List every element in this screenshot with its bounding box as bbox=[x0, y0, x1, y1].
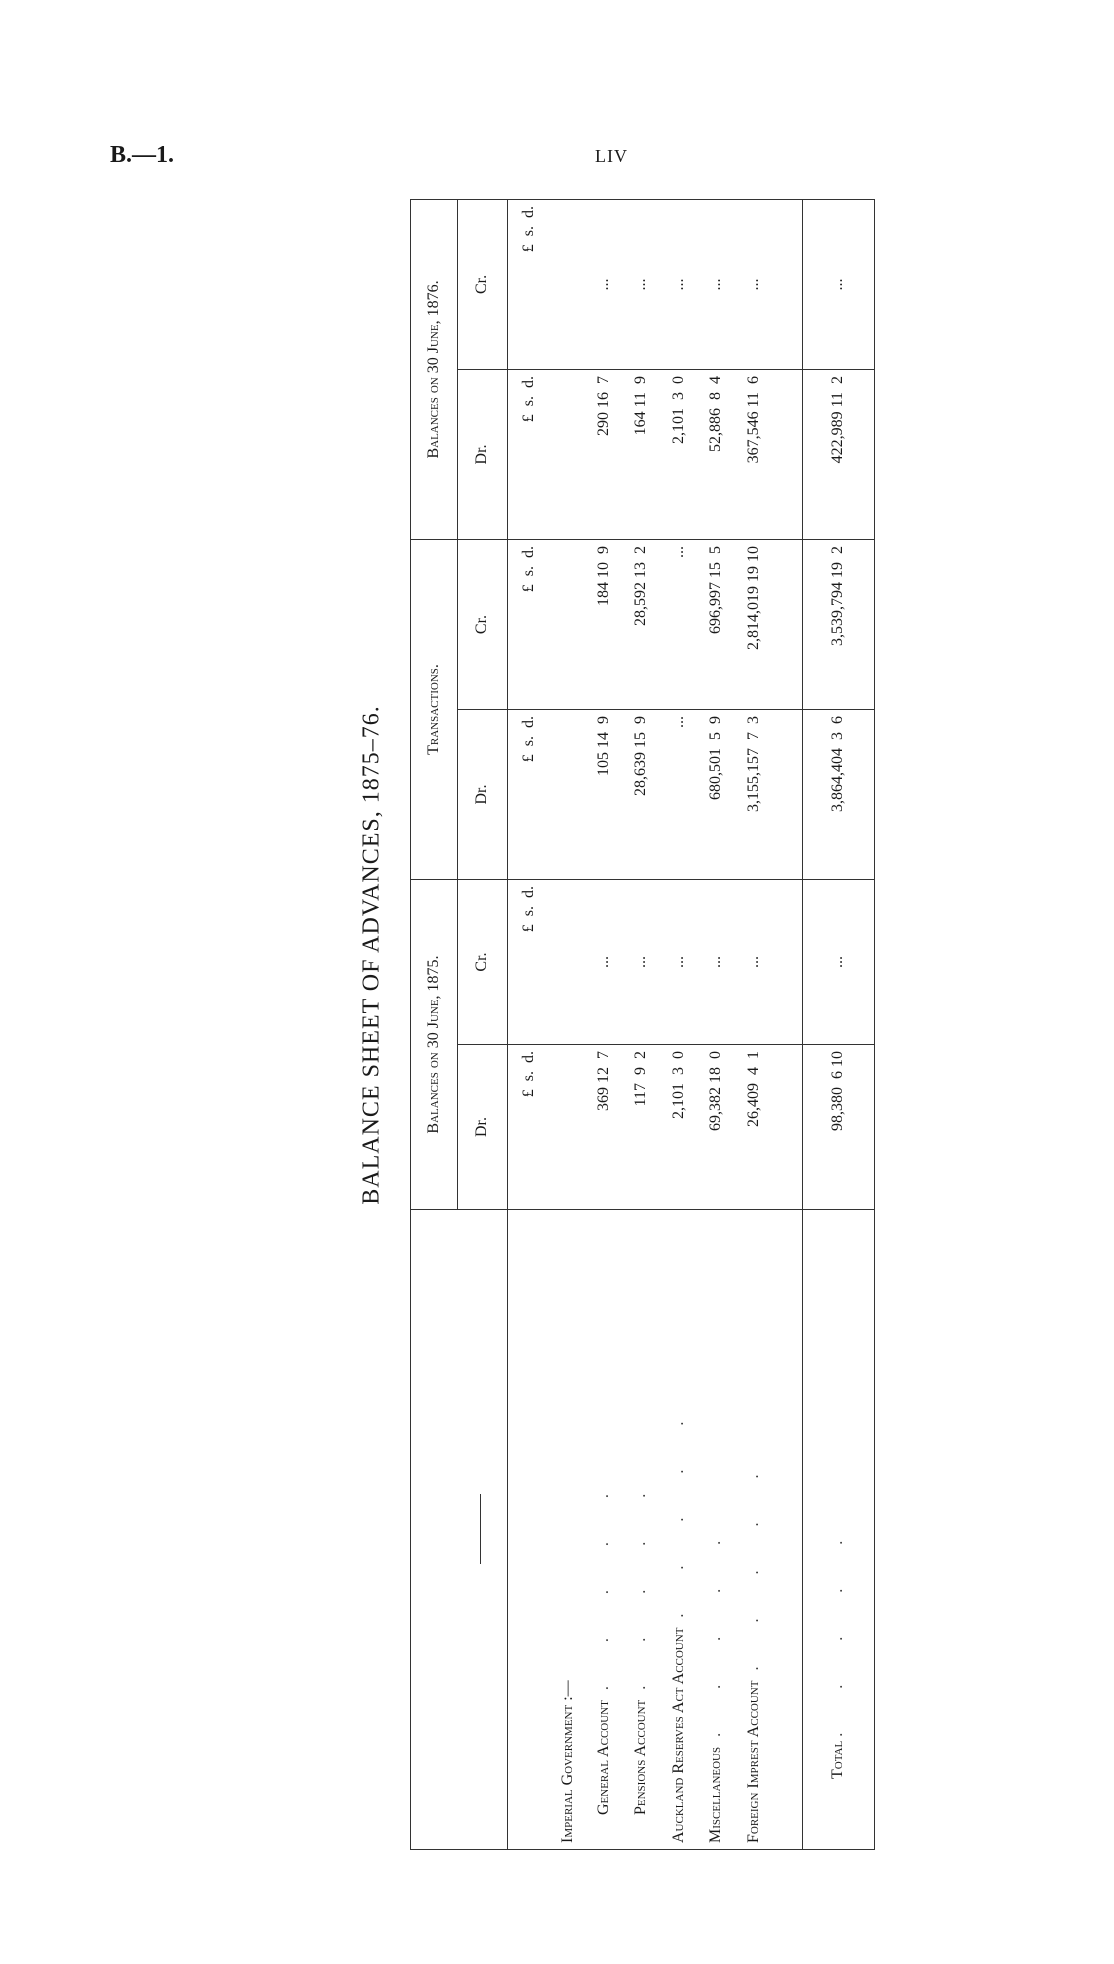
balance-table bbox=[410, 199, 875, 1850]
spacer-row bbox=[773, 199, 803, 1849]
total-cr-transactions: 3,539,794 19 2 bbox=[803, 539, 873, 709]
col-cr-1876: Cr. bbox=[457, 199, 508, 369]
cell-dr-transactions: 28,639 15 9 bbox=[622, 710, 660, 880]
cell-dr-1875: 369 12 7 bbox=[585, 1045, 623, 1210]
cell-cr-transactions: ... bbox=[660, 539, 698, 709]
cell-cr-1876: ... bbox=[622, 199, 660, 369]
row-leader: . . . . . bbox=[669, 1401, 687, 1618]
cell-dr-1876: 52,886 8 4 bbox=[697, 369, 735, 539]
units-dr-transactions: £ s. d. bbox=[508, 710, 551, 880]
total-dr-1876: 422,989 11 2 bbox=[803, 369, 873, 539]
cell-cr-1876: ... bbox=[585, 199, 623, 369]
units-dr-1876: £ s. d. bbox=[508, 369, 551, 539]
cell-dr-1876: 164 11 9 bbox=[622, 369, 660, 539]
cell-cr-1875: ... bbox=[622, 880, 660, 1045]
row-label-cell bbox=[660, 1210, 698, 1850]
cell-dr-transactions: 680,501 5 9 bbox=[697, 710, 735, 880]
row-leader: . . . . . bbox=[744, 1454, 762, 1671]
row-leader: . . . . . bbox=[632, 1473, 650, 1690]
total-label: Total bbox=[828, 1740, 846, 1779]
cell-cr-1876: ... bbox=[660, 199, 698, 369]
cell-dr-1875: 69,382 18 0 bbox=[697, 1045, 735, 1210]
cell-dr-1875: 26,409 4 1 bbox=[735, 1045, 773, 1210]
units-cr-transactions: £ s. d. bbox=[508, 539, 551, 709]
total-label-cell bbox=[803, 1210, 873, 1850]
col-dr-transactions: Dr. bbox=[457, 710, 508, 880]
row-label-cell bbox=[735, 1210, 773, 1850]
row-label-cell bbox=[697, 1210, 735, 1850]
page-title: BALANCE SHEET OF ADVANCES, 1875–76. bbox=[358, 705, 385, 1205]
cell-dr-1876: 2,101 3 0 bbox=[660, 369, 698, 539]
row-leader: . . . . . bbox=[594, 1474, 612, 1691]
table-row bbox=[660, 199, 698, 1849]
total-dr-1875: 98,380 6 10 bbox=[803, 1045, 873, 1210]
cell-cr-transactions: 28,592 13 2 bbox=[622, 539, 660, 709]
balance-table-rotated bbox=[410, 200, 875, 1850]
total-leader: . . . . . bbox=[828, 1520, 846, 1737]
row-label: Auckland Reserves Act Account bbox=[669, 1627, 687, 1843]
total-cr-1876: ... bbox=[803, 199, 873, 369]
row-label: General Account bbox=[594, 1700, 612, 1815]
table-row bbox=[585, 199, 623, 1849]
cell-cr-1875: ... bbox=[697, 880, 735, 1045]
col-dr-1876: Dr. bbox=[457, 369, 508, 539]
cell-dr-1876: 367,546 11 6 bbox=[735, 369, 773, 539]
col-group-balances-1876: Balances on 30 June, 1876. bbox=[411, 199, 458, 539]
table-row bbox=[622, 199, 660, 1849]
row-label-cell bbox=[585, 1210, 623, 1850]
cell-dr-transactions: 3,155,157 7 3 bbox=[735, 710, 773, 880]
cell-dr-1875: 117 9 2 bbox=[622, 1045, 660, 1210]
cell-cr-1876: ... bbox=[735, 199, 773, 369]
units-dr-1875: £ s. d. bbox=[508, 1045, 551, 1210]
row-label: Pensions Account bbox=[632, 1699, 650, 1815]
bottom-filler-row bbox=[873, 199, 875, 1849]
group-header-row bbox=[411, 199, 458, 1849]
units-cr-1875: £ s. d. bbox=[508, 880, 551, 1045]
col-dr-1875: Dr. bbox=[457, 1045, 508, 1210]
cell-cr-1876: ... bbox=[697, 199, 735, 369]
cell-dr-1876: 290 16 7 bbox=[585, 369, 623, 539]
col-cr-transactions: Cr. bbox=[457, 539, 508, 709]
table-row bbox=[735, 199, 773, 1849]
col-group-balances-1875: Balances on 30 June, 1875. bbox=[411, 880, 458, 1210]
section-label: Imperial Government :— bbox=[558, 1680, 576, 1843]
total-row bbox=[803, 199, 873, 1849]
row-label: Miscellaneous bbox=[707, 1746, 725, 1843]
units-cr-1876: £ s. d. bbox=[508, 199, 551, 369]
cell-cr-transactions: 2,814,019 19 10 bbox=[735, 539, 773, 709]
cell-cr-transactions: 696,997 15 5 bbox=[697, 539, 735, 709]
total-cr-1875: ... bbox=[803, 880, 873, 1045]
units-label-cell bbox=[508, 1210, 551, 1850]
col-cr-1875: Cr. bbox=[457, 880, 508, 1045]
units-row bbox=[508, 199, 551, 1849]
cell-cr-1875: ... bbox=[660, 880, 698, 1045]
cell-dr-transactions: 105 14 9 bbox=[585, 710, 623, 880]
table-row bbox=[697, 199, 735, 1849]
section-row bbox=[550, 199, 585, 1849]
header-dash bbox=[480, 1495, 481, 1565]
cell-dr-1875: 2,101 3 0 bbox=[660, 1045, 698, 1210]
cell-cr-1875: ... bbox=[735, 880, 773, 1045]
row-label: Foreign Imprest Account bbox=[744, 1680, 762, 1843]
cell-cr-1875: ... bbox=[585, 880, 623, 1045]
document-code: B.—1. bbox=[110, 142, 175, 168]
label-column-header bbox=[411, 1210, 508, 1850]
row-label-cell bbox=[622, 1210, 660, 1850]
cell-dr-transactions: ... bbox=[660, 710, 698, 880]
total-dr-transactions: 3,864,404 3 6 bbox=[803, 710, 873, 880]
cell-cr-transactions: 184 10 9 bbox=[585, 539, 623, 709]
row-leader: . . . . . bbox=[707, 1520, 725, 1737]
table-body bbox=[585, 199, 773, 1849]
col-group-transactions: Transactions. bbox=[411, 539, 458, 879]
page-number: LIV bbox=[595, 146, 628, 166]
